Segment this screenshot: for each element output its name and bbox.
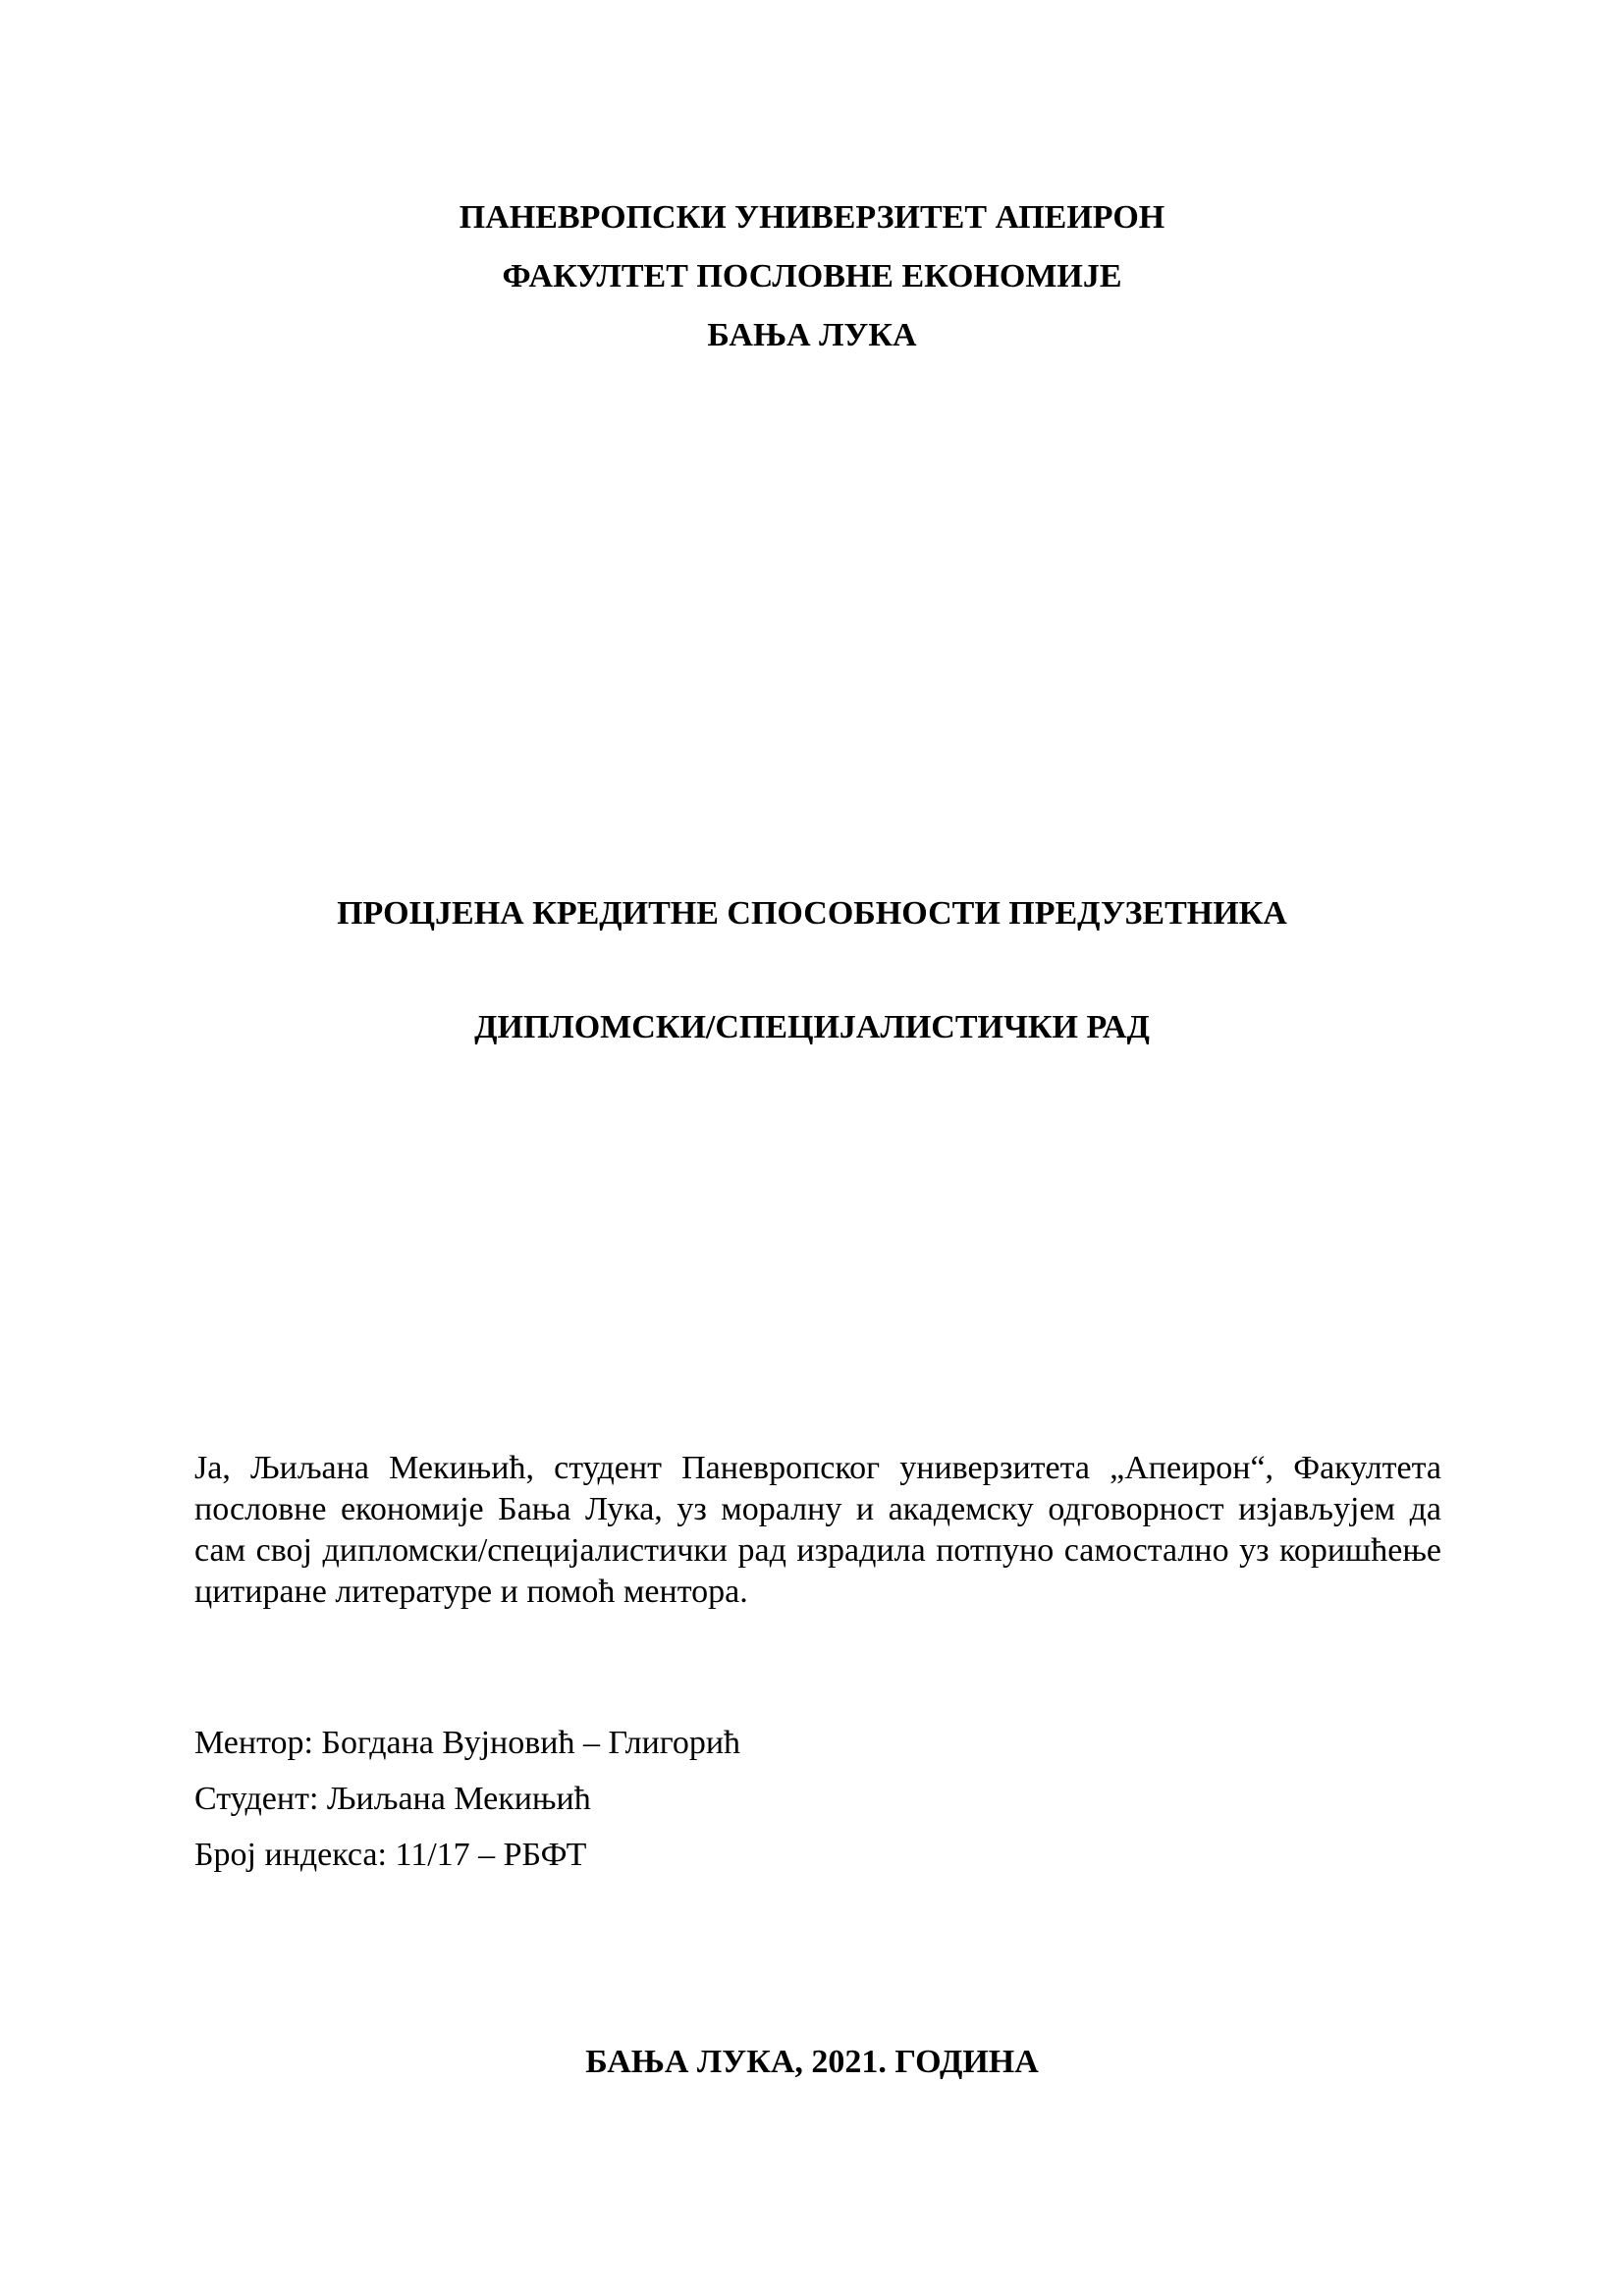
place-and-year: БАЊА ЛУКА, 2021. ГОДИНА (585, 2044, 1039, 2080)
thesis-title: ПРОЦЈЕНА КРЕДИТНЕ СПОСОБНОСТИ ПРЕДУЗЕТНИКА (337, 895, 1287, 932)
author-info (194, 1723, 740, 1891)
declaration-paragraph: Ја, Љиљана Мекињић, студент Паневропског универзитета „Апеирон“, Факултета пословне економије Бања Лука, уз моралну и академску одговорност изјављујем да сам свој дипломски/специјалистички рад израдила потпуно самостално уз коришћење цитиране литературе и помоћ ментора. (194, 1450, 1441, 1610)
thesis-type: ДИПЛОМСКИ/СПЕЦИЈАЛИСТИЧКИ РАД (474, 1009, 1150, 1045)
university-name: ПАНЕВРОПСКИ УНИВЕРЗИТЕТ АПЕИРОН (459, 199, 1165, 236)
student-line: Студент: Љиљана Мекињић (194, 1781, 591, 1817)
city-name: БАЊА ЛУКА (707, 317, 917, 353)
faculty-name: ФАКУЛТЕТ ПОСЛОВНЕ ЕКОНОМИЈЕ (502, 258, 1122, 294)
mentor-line: Ментор: Богдана Вујновић – Глигорић (194, 1725, 741, 1761)
institution-header (0, 188, 1624, 365)
index-line: Број индекса: 11/17 – РБФТ (194, 1837, 587, 1873)
